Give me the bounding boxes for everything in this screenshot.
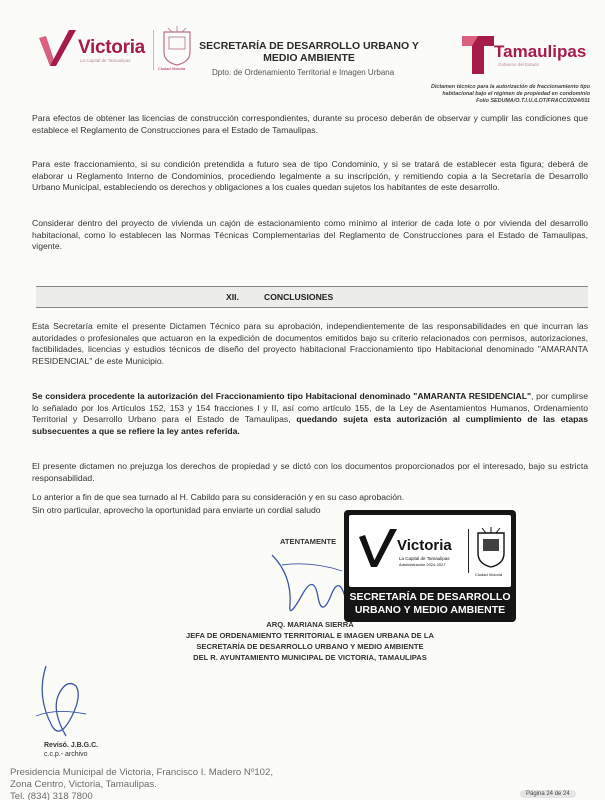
conclusion-paragraph-5: Sin otro particular, aprovecho la oportunidad para enviarte un cordial saludo <box>32 505 321 515</box>
stamp-inner-panel <box>349 515 511 587</box>
conclusion-paragraph-4: Lo anterior a fin de que sea turnado al H. Cabildo para su consideración y en su caso aprobación. <box>32 492 405 502</box>
tamaulipas-logo <box>458 30 598 80</box>
victoria-logo-name: Victoria <box>78 37 145 58</box>
header-divider <box>153 30 154 70</box>
signature-reviewer <box>16 656 116 746</box>
stamp-name: Victoria <box>397 537 452 554</box>
victoria-v-icon <box>36 26 82 72</box>
section-title: CONCLUSIONES <box>264 292 334 302</box>
stamp-seal-caption: Ciudad Victoria <box>475 572 503 577</box>
tamaulipas-t-icon <box>458 30 498 78</box>
victoria-logo-subtitle: La Capital de Tamaulipas <box>80 58 131 63</box>
body-paragraph-3: Considerar dentro del proyecto de vivienda un cajón de estacionamiento como mínimo al interior de cada lote o por vivienda del desarrollo habitacional, como lo establecen las Normas Técnicas Complementarias del Reglamento de Construcciones para el Estado de Tamaulipas, vigente. <box>32 218 588 252</box>
reviewed-by: Revisó. J.B.G.C. <box>44 742 99 749</box>
body-paragraph-2: Para este fraccionamiento, si su condición pretendida a futuro sea de tipo Condominio, y si se tratará de establecer esta figura; deberá de elaborar u Reglamento Interno de Condominios, procediendo legalmente a su inscripción, y remitiendo copia a la Secretaría de Desarrollo Urbano Municipal, estableciendo os derechos y obligaciones a los cuales quedan sujetos los habitantes de este desarrollo. <box>32 159 588 193</box>
copy-to: c.c.p.- archivo <box>44 751 88 758</box>
conclusion-paragraph-2 <box>32 391 588 437</box>
victoria-logo <box>36 26 160 76</box>
page-number: Página 24 de 24 <box>520 790 576 798</box>
stamp-line-1: SECRETARÍA DE DESARROLLO <box>349 591 511 603</box>
footer-address-1: Presidencia Municipal de Victoria, Francisco I. Madero Nº102, <box>10 767 274 778</box>
reference-line-1: Dictamen técnico para la autorización de fraccionamiento tipo <box>430 84 590 90</box>
stamp-divider <box>468 529 469 573</box>
tamaulipas-logo-name: Tamaulipas <box>494 42 587 61</box>
conclusion-emphasis-2: quedando sujeta esta autorización al cumplimiento de las etapas subsecuentes a que se refiere la ley antes referida. <box>32 414 588 436</box>
conclusion-paragraph-3: El presente dictamen no prejuzga los derechos de propiedad y se dictó con los documentos proporcionados por el interesado, bajo su estricta responsabilidad. <box>32 461 588 483</box>
city-seal-caption: Ciudad Victoria <box>158 66 186 71</box>
section-heading <box>36 286 588 308</box>
conclusion-legal-basis: , por cumplirse lo señalado por los Artículos 152, 153 y 154 fracciones I y II, así como artículo 155, de la Ley de Asentamientos Humanos, Ordenamiento Territorial y Desarrollo Urbano para el Estado de Tamaulipas, <box>32 391 588 425</box>
city-seal <box>160 26 194 72</box>
tamaulipas-logo-subtitle: Gobierno del Estado <box>498 62 540 67</box>
reference-line-2: habitacional bajo el régimen de propiedad en condominio <box>442 90 590 97</box>
conclusion-emphasis-1: Se considera procedente la autorización del Fraccionamiento tipo Habitacional denominado "AMARANTA RESIDENCIAL" <box>32 391 532 401</box>
footer-phone: Tel. (834) 318 7800 <box>10 791 93 800</box>
department-subtitle: Dpto. de Ordenamiento Territorial e Imagen Urbana <box>212 68 395 77</box>
closing-greeting: ATENTAMENTE <box>280 537 337 546</box>
city-seal-icon <box>160 26 194 66</box>
body-paragraph-1: Para efectos de obtener las licencias de construcción correspondientes, durante su proceso deberán de observar y cumplir las condiciones que establece el Reglamento de Construcciones para el Estado de Tamaulipas. <box>32 113 588 135</box>
footer-address-2: Zona Centro, Victoria, Tamaulipas. <box>10 779 157 790</box>
conclusion-paragraph-1: Esta Secretaría emite el presente Dictamen Técnico para su aprobación, independientemente de las responsabilidades en que incurran las autoridades o profesionales que actuaron en la expedición de documentos emitidos bajo su criterio relacionados con permisos, autorizaciones, factibilidades, licencias y estudios técnicos de diseño del proyecto habitacional Fraccionamiento tipo Habitacional denominado "AMARANTA RESIDENCIAL" de este Municipio. <box>32 321 588 366</box>
stamp-v-icon <box>357 527 401 571</box>
stamp-subtitle-1: La Capital de Tamaulipas <box>399 556 450 561</box>
department-title: SECRETARÍA DE DESARROLLO URBANO Y MEDIO AMBIENTE <box>199 40 419 64</box>
stamp-seal-icon <box>475 527 507 569</box>
reference-folio: Folio SEDUMA/O.T.I.U./LOT/FRACC/2024/011 <box>476 97 590 104</box>
section-number: XII. <box>226 292 239 302</box>
signatory-title-3: DEL R. AYUNTAMIENTO MUNICIPAL DE VICTORIA, TAMAULIPAS <box>193 653 427 662</box>
signatory-title-2: SECRETARÍA DE DESARROLLO URBANO Y MEDIO AMBIENTE <box>196 642 424 651</box>
signatory-name: ARQ. MARIANA SIERRA <box>266 620 354 629</box>
stamp-subtitle-2: Administración 2024-2027 <box>399 562 446 567</box>
document-reference <box>360 84 590 104</box>
official-stamp <box>344 510 516 622</box>
signatory-title-1: JEFA DE ORDENAMIENTO TERRITORIAL E IMAGEN URBANA DE LA <box>186 631 434 640</box>
stamp-line-2: URBANO Y MEDIO AMBIENTE <box>354 604 506 616</box>
